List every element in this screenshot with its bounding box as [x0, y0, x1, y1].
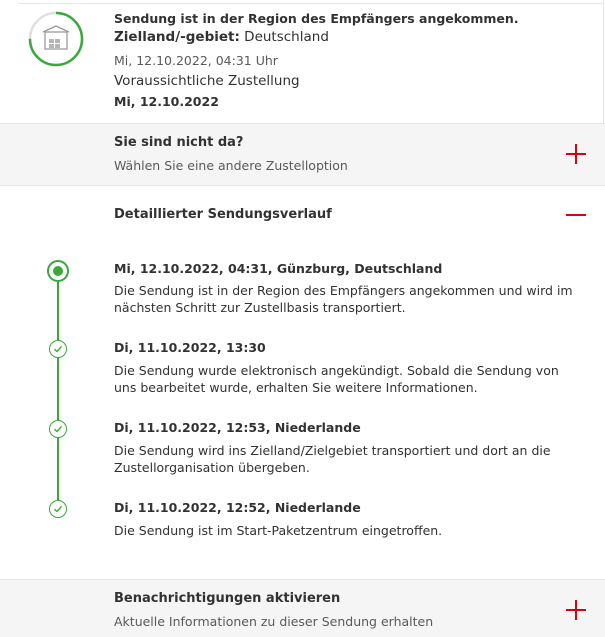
- event-heading: Mi, 12.10.2022, 04:31, Günzburg, Deutschland: [114, 261, 443, 276]
- timeline-current-dot: [47, 260, 69, 282]
- timeline-check-icon: [49, 340, 67, 358]
- event-heading: Di, 11.10.2022, 13:30: [114, 340, 266, 355]
- collapse-minus-icon[interactable]: [566, 205, 586, 225]
- shipment-status: [114, 11, 594, 110]
- history-title: Detaillierter Sendungsverlauf: [114, 207, 332, 222]
- expand-plus-icon[interactable]: [566, 600, 586, 620]
- delivery-option-subtitle: Wählen Sie eine andere Zustelloption: [114, 158, 348, 173]
- parcel-center-icon: [43, 26, 69, 49]
- timeline-event: [114, 419, 584, 476]
- expand-plus-icon[interactable]: [566, 144, 586, 164]
- event-text: Die Sendung ist in der Region des Empfängers angekommen und wird im nächsten Schritt zur Zustellbasis transportiert.: [114, 283, 573, 315]
- status-timestamp: Mi, 12.10.2022, 04:31 Uhr: [114, 53, 278, 68]
- timeline-event: [114, 499, 584, 539]
- timeline-check-icon: [49, 420, 67, 438]
- timeline-check-icon: [49, 500, 67, 518]
- event-text: Die Sendung wird ins Zielland/Zielgebiet transportiert und dort an die Zustellorganisation übergeben.: [114, 443, 551, 475]
- top-divider: [18, 3, 603, 4]
- notifications-panel[interactable]: [0, 579, 605, 637]
- timeline-event: [114, 260, 584, 316]
- destination-label: Zielland/-gebiet:: [114, 29, 240, 45]
- status-title: Sendung ist in der Region des Empfängers angekommen.: [114, 11, 519, 26]
- notifications-subtitle: Aktuelle Informationen zu dieser Sendung erhalten: [114, 614, 434, 629]
- timeline-event: [114, 339, 584, 396]
- delivery-option-panel[interactable]: [0, 123, 605, 186]
- event-text: Die Sendung ist im Start-Paketzentrum eingetroffen.: [114, 523, 443, 538]
- status-progress-ring: [28, 11, 84, 67]
- timeline-line: [57, 271, 59, 509]
- event-heading: Di, 11.10.2022, 12:52, Niederlande: [114, 500, 361, 515]
- notifications-title: Benachrichtigungen aktivieren: [114, 591, 341, 606]
- right-divider: [603, 0, 604, 123]
- event-text: Die Sendung wurde elektronisch angekündigt. Sobald die Sendung von uns bearbeitet wurde, erhalten Sie weitere Informationen.: [114, 363, 559, 395]
- destination-line: [114, 28, 594, 47]
- delivery-option-title: Sie sind nicht da?: [114, 135, 244, 150]
- expected-delivery-date: Mi, 12.10.2022: [114, 94, 219, 109]
- expected-delivery-label: Voraussichtliche Zustellung: [114, 73, 300, 89]
- event-heading: Di, 11.10.2022, 12:53, Niederlande: [114, 420, 361, 435]
- destination-value: Deutschland: [244, 29, 329, 45]
